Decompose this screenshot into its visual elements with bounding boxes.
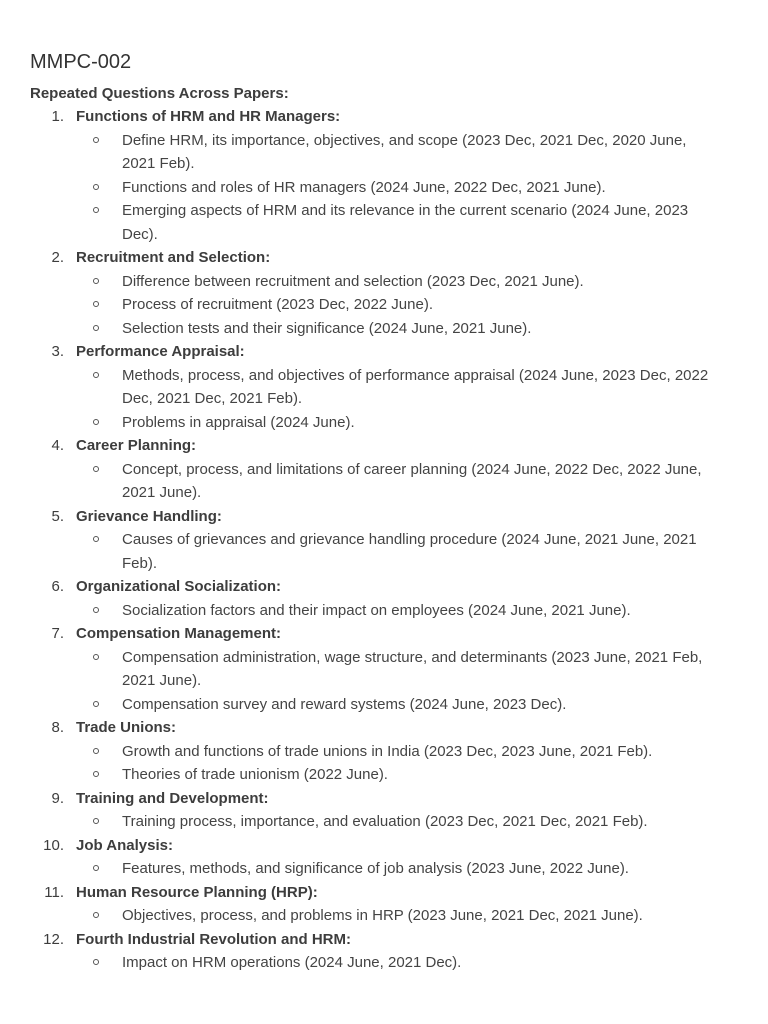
point-list [76, 364, 738, 435]
topic-title: Performance Appraisal: [76, 343, 245, 360]
list-item [76, 740, 738, 764]
list-item [76, 176, 738, 200]
topic-number: 11. [44, 883, 64, 901]
point-text: Causes of grievances and grievance handling procedure (2024 June, 2021 June, 2021 Feb). [122, 531, 697, 572]
topic-title: Job Analysis: [76, 836, 173, 854]
point-list [76, 810, 738, 834]
hollow-circle-bullet-icon [93, 654, 99, 660]
hollow-circle-bullet-icon [93, 607, 99, 613]
point-text: Process of recruitment (2023 Dec, 2022 June). [122, 296, 433, 313]
point-list [76, 951, 738, 975]
hollow-circle-bullet-icon [93, 912, 99, 918]
point-list [76, 599, 738, 623]
list-item [76, 857, 738, 881]
list-item [76, 951, 738, 975]
point-text: Selection tests and their significance (2024 June, 2021 June). [122, 319, 532, 337]
topic-number: 3. [51, 343, 64, 360]
point-text: Emerging aspects of HRM and its relevance in the current scenario (2024 June, 2023 Dec). [122, 202, 689, 243]
point-list [76, 646, 738, 717]
hollow-circle-bullet-icon [93, 207, 99, 213]
topic-title: Grievance Handling: [76, 507, 222, 525]
topic-title: Recruitment and Selection: [76, 249, 271, 266]
topic-number: 5. [51, 507, 64, 525]
point-text: Training process, importance, and evaluation (2023 Dec, 2021 Dec, 2021 Feb). [122, 813, 648, 830]
topic-item [30, 881, 738, 928]
hollow-circle-bullet-icon [93, 325, 99, 331]
point-text: Compensation survey and reward systems (2024 June, 2023 Dec). [122, 695, 567, 713]
hollow-circle-bullet-icon [93, 278, 99, 284]
point-text: Growth and functions of trade unions in India (2023 Dec, 2023 June, 2021 Feb). [122, 742, 653, 760]
topic-title: Functions of HRM and HR Managers: [76, 108, 341, 125]
point-text: Problems in appraisal (2024 June). [122, 413, 355, 431]
point-list [76, 528, 738, 575]
list-item [76, 364, 738, 411]
topic-number: 7. [51, 625, 64, 642]
topic-number: 4. [51, 437, 64, 454]
point-list [76, 129, 738, 247]
list-item [76, 693, 738, 717]
topic-number: 12. [43, 930, 64, 948]
topic-item [30, 787, 738, 834]
hollow-circle-bullet-icon [93, 959, 99, 965]
point-text: Features, methods, and significance of job analysis (2023 June, 2022 June). [122, 860, 629, 877]
topic-item [30, 928, 738, 975]
topic-number: 2. [51, 249, 64, 266]
topic-item [30, 575, 738, 622]
topic-title: Trade Unions: [76, 719, 177, 736]
hollow-circle-bullet-icon [93, 372, 99, 378]
point-text: Methods, process, and objectives of performance appraisal (2024 June, 2023 Dec, 2022 Dec, 2021 Dec, 2021 Feb). [122, 366, 709, 407]
hollow-circle-bullet-icon [93, 748, 99, 754]
hollow-circle-bullet-icon [93, 466, 99, 472]
topic-title: Career Planning: [76, 437, 197, 454]
hollow-circle-bullet-icon [93, 301, 99, 307]
topic-item [30, 434, 738, 505]
hollow-circle-bullet-icon [93, 137, 99, 143]
list-item [76, 317, 738, 341]
hollow-circle-bullet-icon [93, 419, 99, 425]
page-title: MMPC-002 [30, 51, 132, 73]
point-list [76, 740, 738, 787]
point-text: Define HRM, its importance, objectives, and scope (2023 Dec, 2021 Dec, 2020 June, 2021 Feb). [122, 131, 687, 172]
topic-number: 10. [43, 836, 64, 854]
topic-title: Organizational Socialization: [76, 578, 282, 595]
hollow-circle-bullet-icon [93, 865, 99, 871]
topic-item [30, 622, 738, 716]
topic-title: Fourth Industrial Revolution and HRM: [76, 930, 351, 948]
list-item [76, 810, 738, 834]
topic-number: 1. [51, 108, 64, 125]
topic-item [30, 716, 738, 787]
list-item [76, 129, 738, 176]
point-text: Objectives, process, and problems in HRP (2023 June, 2021 Dec, 2021 June). [122, 907, 643, 924]
list-item [76, 458, 738, 505]
hollow-circle-bullet-icon [93, 184, 99, 190]
topic-item [30, 105, 738, 246]
list-item [76, 199, 738, 246]
topic-title: Human Resource Planning (HRP): [76, 883, 318, 901]
hollow-circle-bullet-icon [93, 536, 99, 542]
list-item [76, 528, 738, 575]
point-text: Difference between recruitment and selection (2023 Dec, 2021 June). [122, 272, 584, 290]
topic-list [30, 105, 738, 975]
hollow-circle-bullet-icon [93, 701, 99, 707]
list-item [76, 411, 738, 435]
topic-item [30, 505, 738, 576]
hollow-circle-bullet-icon [93, 818, 99, 824]
topic-number: 8. [51, 719, 64, 736]
list-item [76, 904, 738, 928]
point-list [76, 270, 738, 341]
point-text: Concept, process, and limitations of career planning (2024 June, 2022 Dec, 2022 June, 2021 June). [122, 460, 702, 501]
list-item [76, 646, 738, 693]
list-item [76, 270, 738, 294]
topic-number: 6. [51, 578, 64, 595]
point-list [76, 904, 738, 928]
point-list [76, 458, 738, 505]
point-text: Functions and roles of HR managers (2024 June, 2022 Dec, 2021 June). [122, 178, 606, 196]
topic-item [30, 834, 738, 881]
point-text: Compensation administration, wage structure, and determinants (2023 June, 2021 Feb, 2021 June). [122, 648, 703, 689]
hollow-circle-bullet-icon [93, 771, 99, 777]
point-text: Impact on HRM operations (2024 June, 2021 Dec). [122, 954, 462, 971]
topic-title: Training and Development: [76, 789, 269, 807]
topic-item [30, 340, 738, 434]
list-item [76, 293, 738, 317]
list-item [76, 763, 738, 787]
topic-number: 9. [51, 789, 64, 807]
list-item [76, 599, 738, 623]
point-list [76, 857, 738, 881]
section-heading: Repeated Questions Across Papers: [30, 85, 289, 102]
point-text: Socialization factors and their impact on employees (2024 June, 2021 June). [122, 601, 631, 619]
topic-item [30, 246, 738, 340]
topic-title: Compensation Management: [76, 625, 282, 642]
point-text: Theories of trade unionism (2022 June). [122, 766, 388, 783]
